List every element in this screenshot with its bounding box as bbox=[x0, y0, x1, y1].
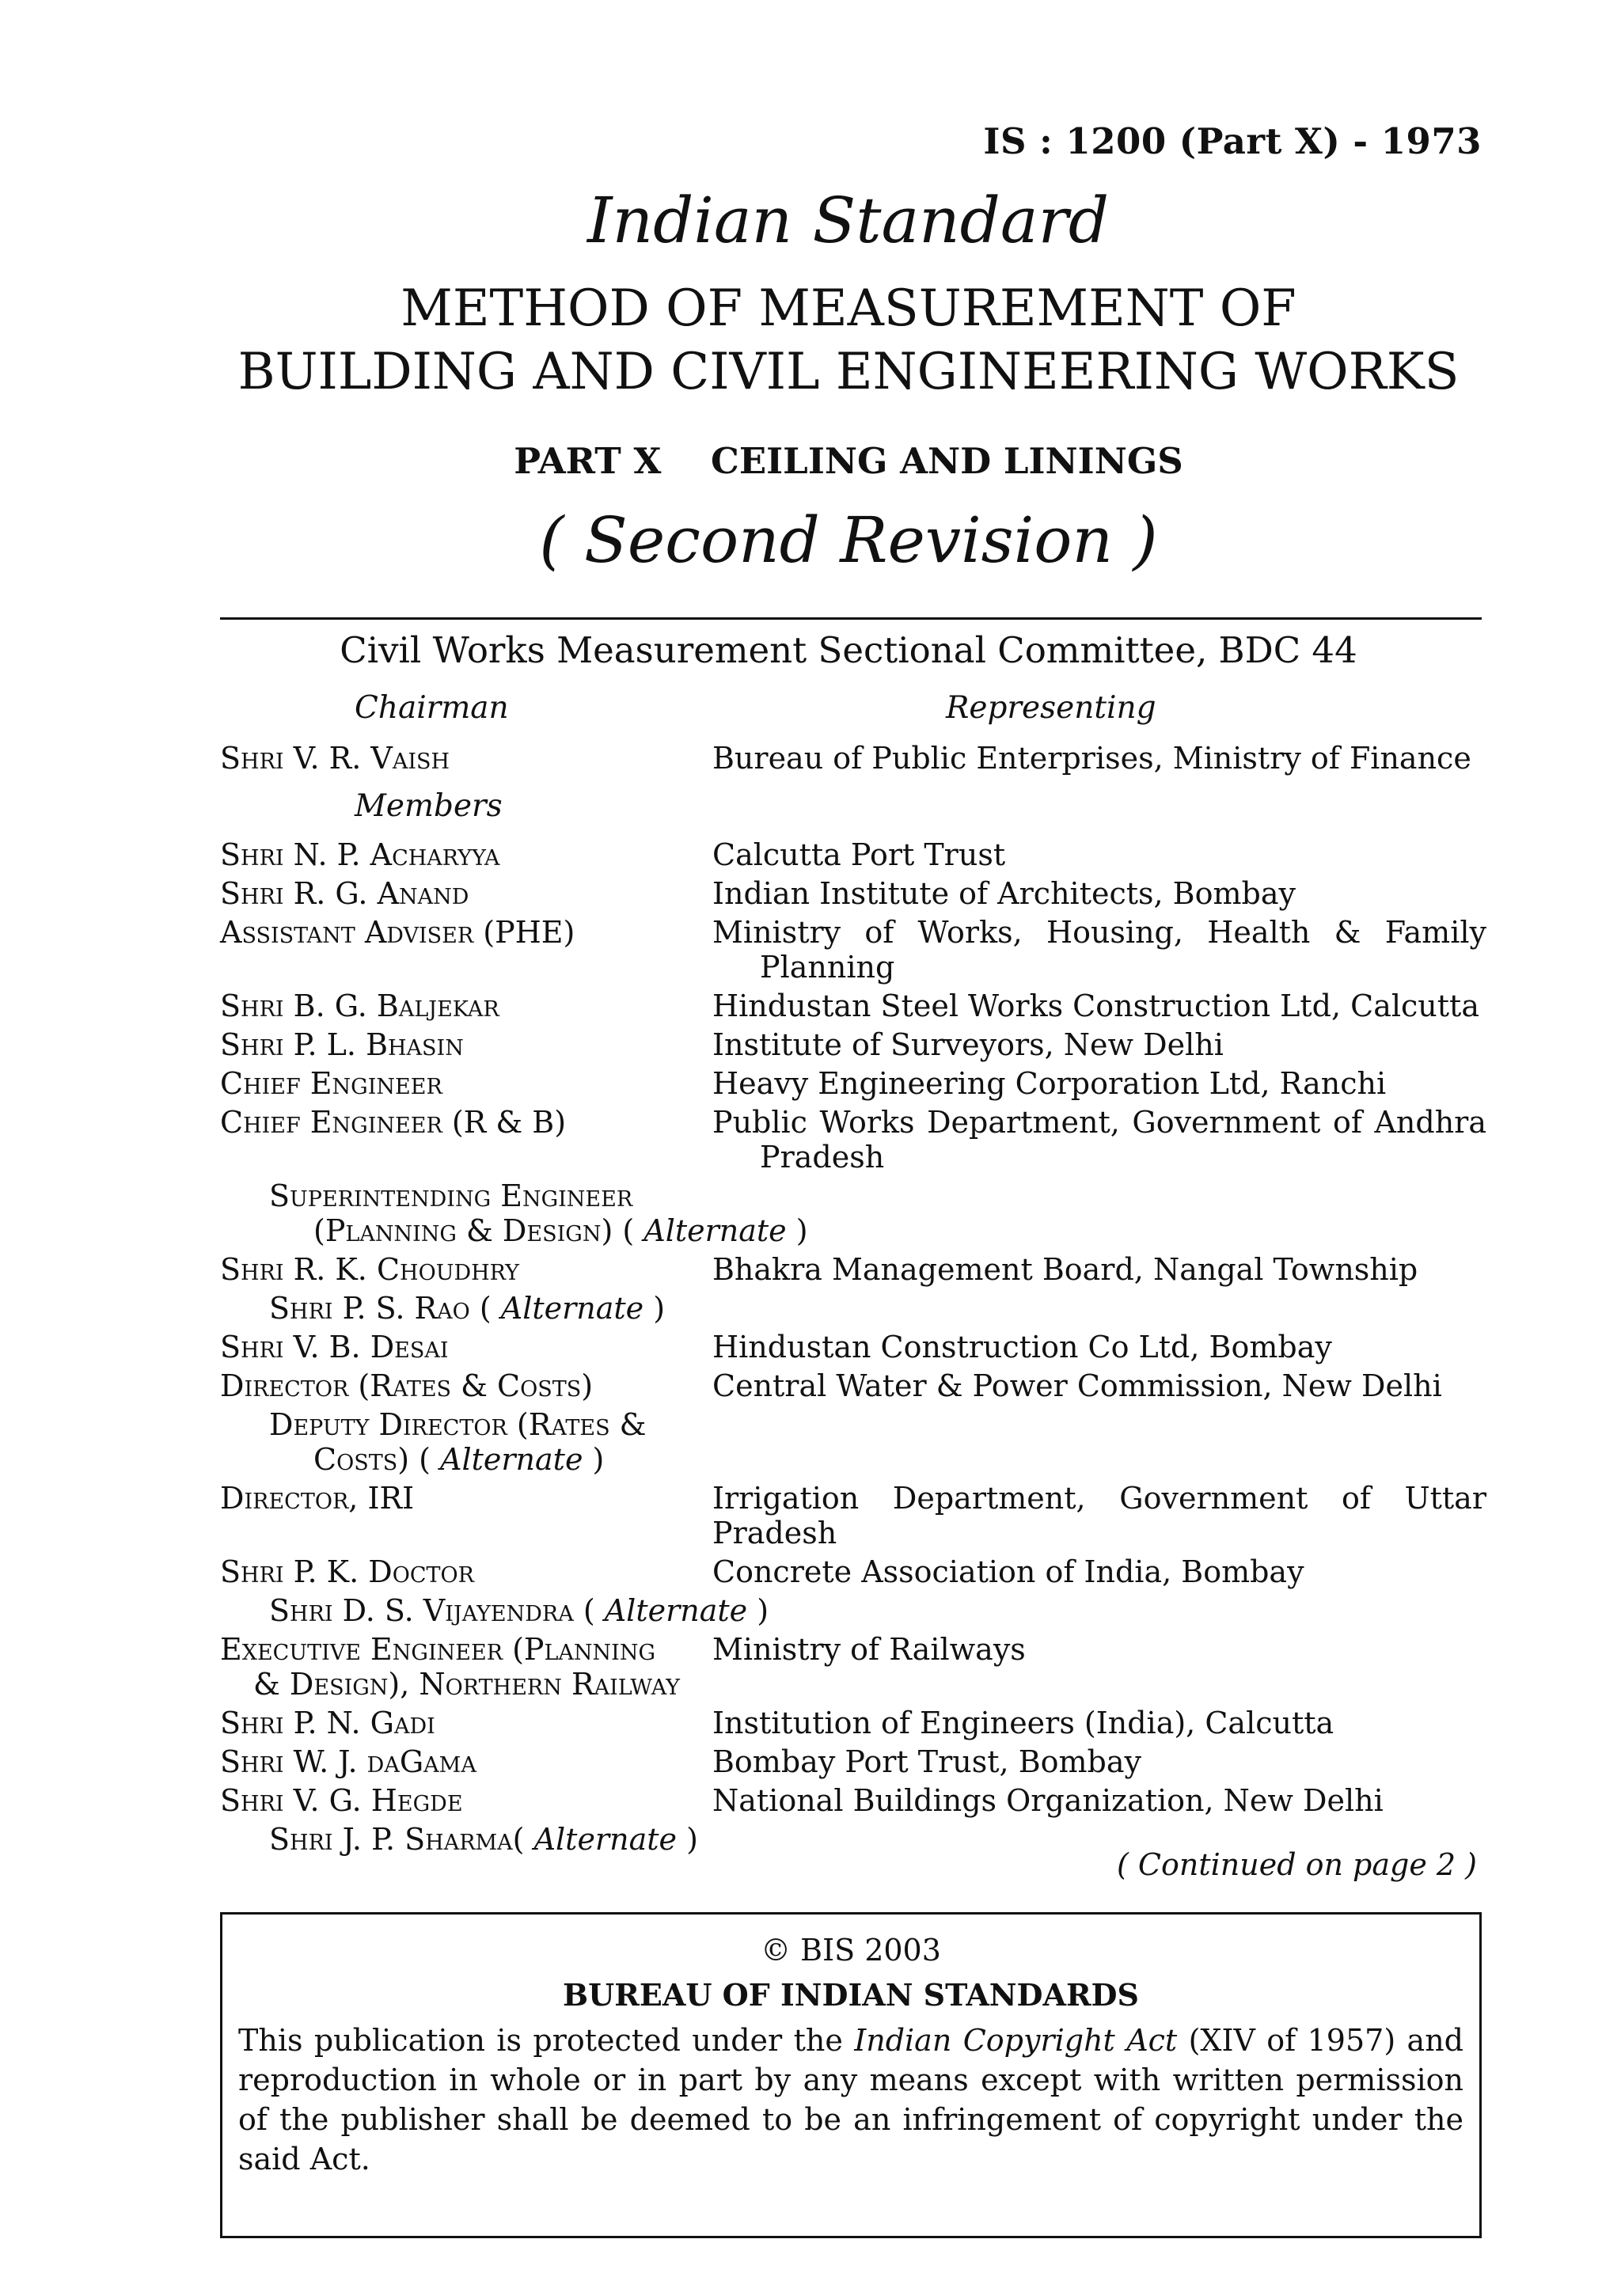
member-name: Shri P. K. Doctor bbox=[220, 1554, 474, 1589]
member-name: Shri B. G. Baljekar bbox=[220, 989, 499, 1023]
list-item bbox=[220, 1368, 1486, 1403]
member-representing bbox=[712, 1105, 1486, 1175]
list-item bbox=[220, 1632, 1486, 1702]
member-name: Shri V. R. Vaish bbox=[220, 741, 450, 776]
member-representing: Heavy Engineering Corporation Ltd, Ranchi bbox=[712, 1066, 1387, 1101]
chairman-heading: Chairman bbox=[355, 690, 509, 726]
member-name: Shri P. N. Gadi bbox=[220, 1706, 435, 1740]
committee-name: Civil Works Measurement Sectional Committee, BDC 44 bbox=[340, 629, 1357, 671]
member-name-line: Executive Engineer (Planning bbox=[220, 1632, 656, 1667]
title-line-2: BUILDING AND CIVIL ENGINEERING WORKS bbox=[237, 343, 1460, 401]
list-item bbox=[220, 1105, 1486, 1175]
list-item bbox=[220, 1554, 1486, 1589]
document-title bbox=[215, 277, 1482, 404]
representing-heading: Representing bbox=[946, 690, 1156, 726]
member-name: Director, IRI bbox=[220, 1481, 415, 1516]
list-item bbox=[220, 837, 1486, 872]
member-representing: Central Water & Power Commission, New Delhi bbox=[712, 1368, 1442, 1403]
list-item bbox=[220, 989, 1486, 1023]
member-name: Assistant Adviser (PHE) bbox=[220, 915, 575, 950]
chairman-list bbox=[220, 741, 1486, 780]
member-representing: National Buildings Organization, New Delhi bbox=[712, 1783, 1384, 1818]
notice-text: (XIV of 1957) and reproduction in whole or in part by any means except with written permission of the publisher shall be deemed to be an infringement of copyright under the said Act. bbox=[238, 2023, 1463, 2176]
member-name-line: & Design), Northern Railway bbox=[253, 1667, 680, 1702]
members-heading: Members bbox=[355, 788, 503, 824]
alternate-member: Deputy Director (Rates & Costs) ( Alternate ) bbox=[220, 1407, 1486, 1477]
alternate-label: Alternate bbox=[604, 1593, 748, 1628]
revision-note: ( Second Revision ) bbox=[539, 503, 1158, 577]
alternate-name: Deputy Director (Rates & bbox=[269, 1407, 647, 1442]
alternate-member: Shri D. S. Vijayendra ( Alternate ) bbox=[269, 1593, 769, 1628]
standard-number: IS : 1200 (Part X) - 1973 bbox=[983, 120, 1482, 162]
member-name: Director (Rates & Costs) bbox=[220, 1368, 594, 1403]
list-item bbox=[220, 1783, 1486, 1818]
member-representing: Bombay Port Trust, Bombay bbox=[712, 1744, 1141, 1779]
alternate-label: Alternate bbox=[643, 1213, 787, 1248]
member-representing: Indian Institute of Architects, Bombay bbox=[712, 876, 1296, 911]
member-representing: Irrigation Department, Government of Uttar Pradesh bbox=[712, 1481, 1486, 1550]
copyright-line: © BIS 2003 bbox=[761, 1933, 941, 1968]
list-item bbox=[220, 1066, 1486, 1101]
continued-note bbox=[1117, 1847, 1477, 1882]
member-representing: Calcutta Port Trust bbox=[712, 837, 1006, 872]
list-item bbox=[220, 1481, 1486, 1550]
alternate-name: Shri J. P. Sharma bbox=[269, 1822, 513, 1857]
rep-line: Pradesh bbox=[760, 1140, 885, 1175]
copyright-notice bbox=[238, 2021, 1463, 2179]
title-line-1: METHOD OF MEASUREMENT OF bbox=[401, 279, 1296, 338]
list-item bbox=[220, 1252, 1486, 1287]
member-name: Shri P. L. Bhasin bbox=[220, 1027, 464, 1062]
member-representing: Institute of Surveyors, New Delhi bbox=[712, 1027, 1224, 1062]
member-name: Chief Engineer bbox=[220, 1066, 442, 1101]
list-item bbox=[220, 1744, 1486, 1779]
alternate-name: Shri D. S. Vijayendra bbox=[269, 1593, 574, 1628]
members-list bbox=[220, 837, 1486, 1861]
member-name: Shri R. G. Anand bbox=[220, 876, 469, 911]
rep-line: Public Works Department, Government of Andhra bbox=[712, 1105, 1486, 1140]
member-representing: Bhakra Management Board, Nangal Township bbox=[712, 1252, 1418, 1287]
alternate-label: Alternate bbox=[440, 1442, 583, 1477]
title-divider bbox=[220, 617, 1482, 620]
member-name: Shri W. J. daGama bbox=[220, 1744, 476, 1779]
member-representing: Hindustan Steel Works Construction Ltd, Calcutta bbox=[712, 989, 1479, 1023]
continued-text: ( Continued on page 2 ) bbox=[1117, 1847, 1477, 1882]
member-representing: Bureau of Public Enterprises, Ministry of Finance bbox=[712, 741, 1471, 776]
alternate-name: Superintending Engineer bbox=[269, 1178, 633, 1213]
alternate-member: Shri P. S. Rao ( Alternate ) bbox=[269, 1291, 666, 1326]
member-name bbox=[220, 1632, 712, 1702]
member-representing bbox=[712, 915, 1486, 985]
member-representing: Institution of Engineers (India), Calcutta bbox=[712, 1706, 1334, 1740]
list-item bbox=[220, 1330, 1486, 1364]
member-representing: Ministry of Railways bbox=[712, 1632, 1026, 1667]
publisher-name: BUREAU OF INDIAN STANDARDS bbox=[563, 1977, 1139, 2013]
alternate-name: Costs) bbox=[313, 1442, 410, 1477]
member-representing: Hindustan Construction Co Ltd, Bombay bbox=[712, 1330, 1332, 1364]
part-title: PART X CEILING AND LININGS bbox=[514, 440, 1183, 482]
member-name: Shri V. G. Hegde bbox=[220, 1783, 463, 1818]
list-item bbox=[220, 1027, 1486, 1062]
act-name: Indian Copyright Act bbox=[854, 2023, 1178, 2058]
list-item bbox=[220, 1706, 1486, 1740]
alternate-member: Superintending Engineer (Planning & Design) ( Alternate ) bbox=[220, 1178, 1486, 1248]
member-name: Shri V. B. Desai bbox=[220, 1330, 449, 1364]
indian-standard-heading: Indian Standard bbox=[587, 184, 1110, 257]
list-item bbox=[220, 741, 1486, 776]
notice-text: This publication is protected under the bbox=[238, 2023, 843, 2058]
copyright-box bbox=[220, 1912, 1482, 2238]
list-item bbox=[220, 876, 1486, 911]
alternate-member: Shri J. P. Sharma( Alternate ) bbox=[269, 1822, 698, 1857]
alternate-label: Alternate bbox=[533, 1822, 677, 1857]
rep-line: Planning bbox=[760, 950, 895, 985]
member-name: Chief Engineer (R & B) bbox=[220, 1105, 567, 1140]
member-representing: Concrete Association of India, Bombay bbox=[712, 1554, 1304, 1589]
list-item bbox=[220, 915, 1486, 985]
alternate-name: Shri P. S. Rao bbox=[269, 1291, 470, 1326]
rep-line: Ministry of Works, Housing, Health & Family bbox=[712, 915, 1486, 950]
alternate-label: Alternate bbox=[500, 1291, 644, 1326]
member-name: Shri N. P. Acharyya bbox=[220, 837, 500, 872]
alternate-name: (Planning & Design) bbox=[313, 1213, 613, 1248]
member-name: Shri R. K. Choudhry bbox=[220, 1252, 519, 1287]
